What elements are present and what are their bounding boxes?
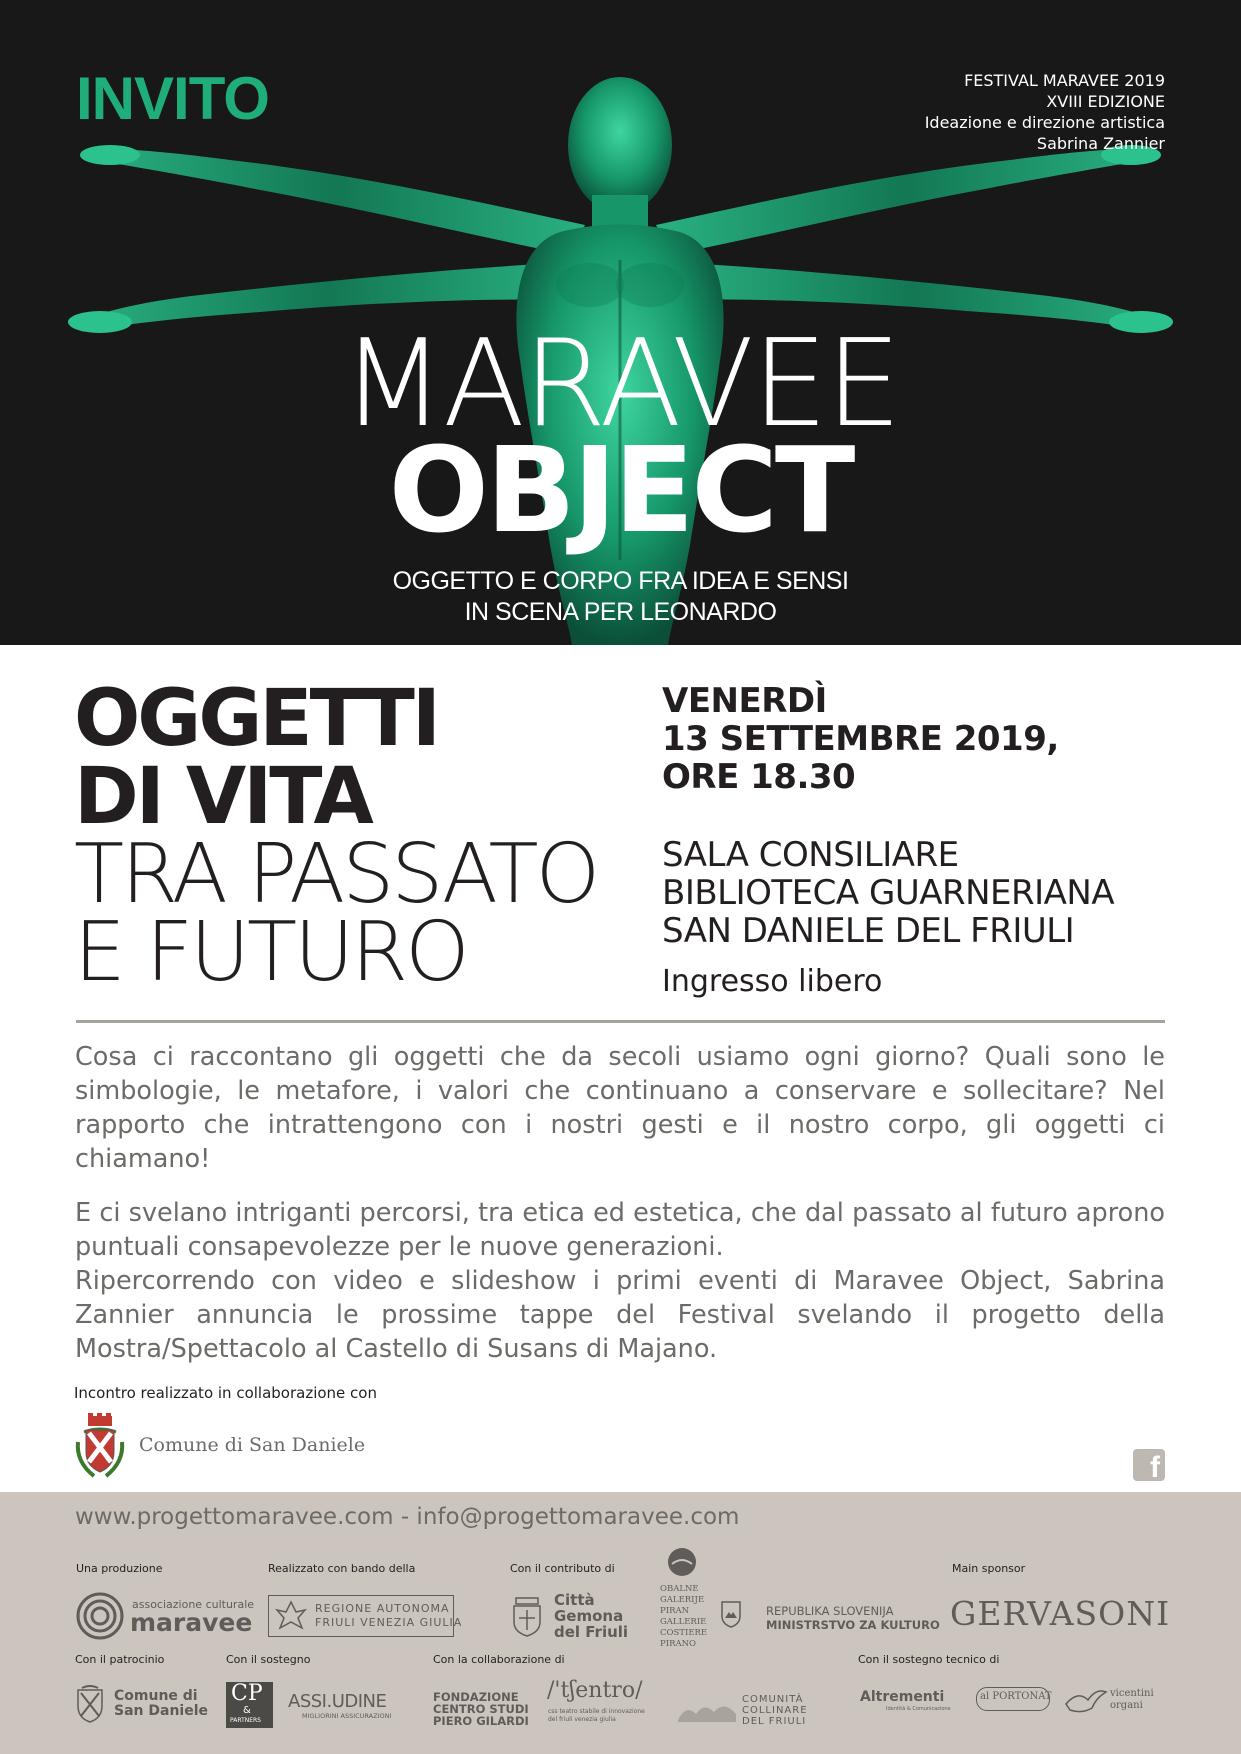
bird-icon xyxy=(1064,1686,1108,1716)
eagle-icon xyxy=(274,1598,308,1632)
fondazione-line-3: PIERO GILARDI xyxy=(433,1714,529,1728)
description-paragraph: Ripercorrendo con video e slideshow i primi eventi di Maravee Object, Sabrina Zannier annuncia le prossime tappe del Festival svelando il progetto della Mostra/Spettacolo al Castello di Susans di Majano. xyxy=(75,1266,1165,1364)
hero-title-bold: OBJECT xyxy=(388,421,853,559)
festival-info xyxy=(925,70,1165,154)
event-title-line: TRA PASSATO xyxy=(74,827,598,922)
festival-line: FESTIVAL MARAVEE 2019 xyxy=(964,71,1165,90)
comune-footer-line-2: San Daniele xyxy=(114,1703,208,1719)
event-title-line: DI VITA xyxy=(74,752,371,842)
comunita-line-3: DEL FRIULI xyxy=(742,1716,807,1727)
label-contributo: Con il contributo di xyxy=(510,1562,615,1575)
date-line: 13 SETTEMBRE 2019, xyxy=(662,719,1059,759)
event-title xyxy=(74,674,598,1000)
cst-sub-2: del friuli venezia giulia xyxy=(548,1716,616,1723)
assi-udine-sub: MIGLIORINI ASSICURAZIONI xyxy=(302,1712,392,1720)
event-date xyxy=(662,682,1114,796)
gemona-crest-icon xyxy=(510,1596,544,1638)
coat-of-arms-icon xyxy=(72,1412,128,1482)
label-collaborazione: Con la collaborazione di xyxy=(433,1653,565,1666)
entry-info: Ingresso libero xyxy=(662,964,883,999)
hills-icon xyxy=(676,1698,738,1724)
hero-subtitle xyxy=(0,566,1241,628)
maravee-logo: maravee xyxy=(130,1608,253,1637)
contact-links[interactable]: www.progettomaravee.com - info@progettomaravee.com xyxy=(75,1504,740,1530)
event-title-line: E FUTURO xyxy=(74,905,467,1000)
altrementi-sub: Identità & Comunicazione xyxy=(886,1706,951,1712)
galleria-emblem-icon xyxy=(666,1546,698,1578)
label-patrocinio: Con il patrocinio xyxy=(75,1653,165,1666)
fondazione-line-1: FONDAZIONE xyxy=(433,1690,519,1704)
maravee-spiral-icon xyxy=(76,1592,124,1640)
maravee-logo-small: associazione culturale xyxy=(132,1598,255,1611)
festival-line: Sabrina Zannier xyxy=(1036,134,1165,153)
gemona-line-2: Gemona xyxy=(554,1607,624,1625)
hero-title-light: MARAVEE xyxy=(341,315,900,454)
fondazione-line-2: CENTRO STUDI xyxy=(433,1702,529,1716)
slovenija-line-1: REPUBLIKA SLOVENIJA xyxy=(766,1604,894,1618)
label-sostegno: Con il sostegno xyxy=(226,1653,311,1666)
label-main-sponsor: Main sponsor xyxy=(952,1562,1026,1575)
description-paragraph: E ci svelano intriganti percorsi, tra etica ed estetica, che dal passato al futuro aprono puntuali consapevolezze per le nuove generazioni. xyxy=(75,1198,1165,1262)
description-paragraph: Cosa ci raccontano gli oggetti che da secoli usiamo ogni giorno? Quali sono le simbologie, le metafore, i valori che continuano a conservare e sollecitare? Nel rapporto che intrattengono con i nostri gesti e il nostro corpo, gli oggetti ci chiamano! xyxy=(75,1042,1165,1174)
obalne-galerije-text: OBALNE GALERIJE PIRAN GALLERIE COSTIERE PIRANO xyxy=(660,1584,708,1649)
date-line: VENERDÌ xyxy=(662,681,827,721)
cp-amp: & xyxy=(243,1705,251,1716)
label-produzione: Una produzione xyxy=(76,1562,163,1575)
gervasoni-logo: GERVASONI xyxy=(950,1594,1171,1633)
regione-line-1: REGIONE AUTONOMA xyxy=(315,1602,450,1615)
comune-crest-icon xyxy=(72,1682,108,1724)
assi-udine-logo: ASSI.UDINE xyxy=(288,1691,387,1712)
venue-line: SALA CONSILIARE xyxy=(662,835,959,875)
subtitle-line: OGGETTO E CORPO FRA IDEA E SENSI xyxy=(392,567,849,595)
event-venue xyxy=(662,836,1114,950)
event-details xyxy=(662,682,1114,1000)
cp-text: CP xyxy=(231,1681,263,1706)
festival-line: Ideazione e direzione artistica xyxy=(924,113,1165,132)
gemona-line-1: Città xyxy=(554,1591,595,1609)
hero-banner xyxy=(0,0,1241,645)
portonat-logo: al PORTONAT xyxy=(980,1691,1052,1702)
vicentini-line-2: organi xyxy=(1110,1700,1143,1711)
description xyxy=(75,1040,1165,1386)
gemona-line-3: del Friuli xyxy=(554,1623,629,1641)
venue-line: BIBLIOTECA GUARNERIANA xyxy=(662,873,1115,913)
slovenia-crest-icon xyxy=(720,1600,742,1628)
slovenija-line-2: MINISTRSTVO ZA KULTURO xyxy=(766,1618,940,1632)
divider xyxy=(76,1020,1165,1023)
vicentini-line-1: vicentini xyxy=(1110,1688,1154,1699)
facebook-icon[interactable]: f xyxy=(1133,1449,1165,1481)
regione-line-2: FRIULI VENEZIA GIULIA xyxy=(315,1616,463,1629)
venue-line: SAN DANIELE DEL FRIULI xyxy=(662,911,1075,951)
invite-label: INVITO xyxy=(76,65,269,132)
comunita-line-1: COMUNITÀ xyxy=(742,1694,804,1705)
festival-line: XVIII EDIZIONE xyxy=(1046,92,1165,111)
label-sostegno-tecnico: Con il sostegno tecnico di xyxy=(858,1653,1000,1666)
cst-logo: /'tʃentro/ xyxy=(547,1678,643,1703)
collaboration-label: Incontro realizzato in collaborazione con xyxy=(74,1384,377,1402)
label-bando: Realizzato con bando della xyxy=(268,1562,416,1575)
footer xyxy=(0,1492,1241,1754)
date-line: ORE 18.30 xyxy=(662,757,856,797)
comune-footer-line-1: Comune di xyxy=(114,1688,198,1704)
altrementi-logo: Altrementi xyxy=(860,1689,945,1705)
event-title-line: OGGETTI xyxy=(74,674,438,764)
subtitle-line: IN SCENA PER LEONARDO xyxy=(464,598,777,626)
comune-name: Comune di San Daniele xyxy=(139,1434,366,1456)
comunita-line-2: COLLINARE xyxy=(742,1705,808,1716)
cst-sub-1: css teatro stabile di innovazione xyxy=(548,1708,645,1715)
cp-partners: PARTNERS xyxy=(230,1717,261,1724)
